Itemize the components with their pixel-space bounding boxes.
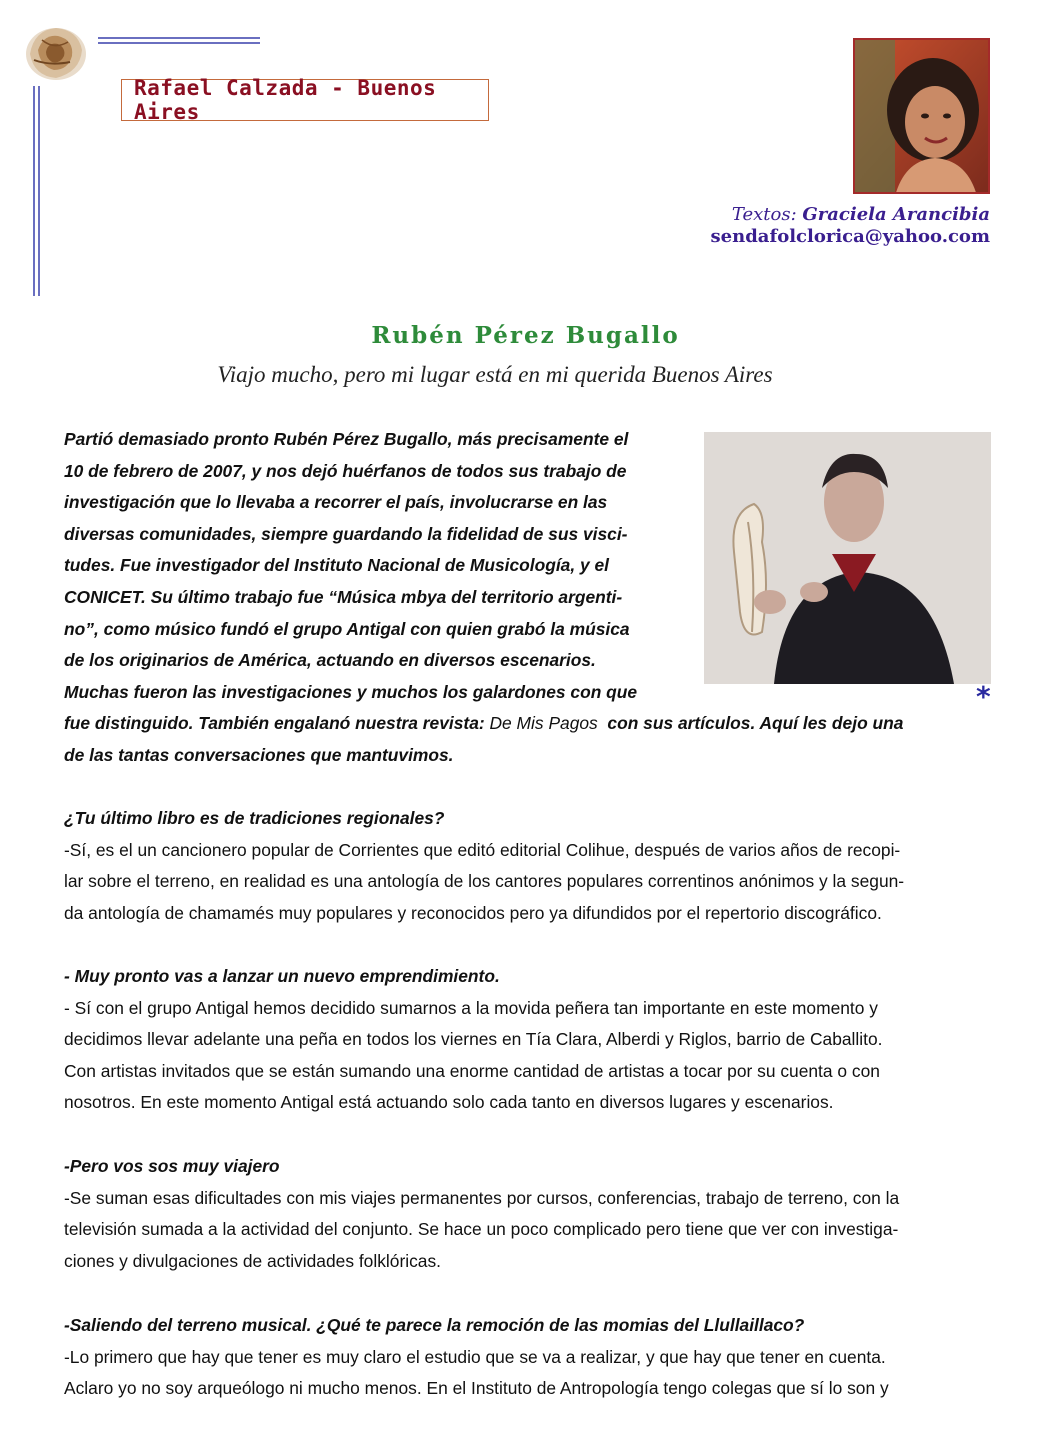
answer-line: - Sí con el grupo Antigal hemos decidido sumarnos a la movida peñera tan importante en este momento y bbox=[64, 997, 878, 1018]
header-rule bbox=[98, 42, 260, 44]
answer-line: -Lo primero que hay que tener es muy claro el estudio que se va a realizar, y que hay que tener en cuenta. bbox=[64, 1346, 886, 1367]
intro-paragraph bbox=[64, 424, 903, 772]
author-photo bbox=[853, 38, 990, 194]
magazine-name: De Mis Pagos bbox=[489, 713, 598, 734]
header-rule bbox=[98, 37, 260, 39]
answer-line: Aclaro yo no soy arqueólogo ni mucho menos. En el Instituto de Antropología tengo colegas que sí lo son y bbox=[64, 1378, 889, 1399]
interview-question: -Saliendo del terreno musical. ¿Qué te parece la remoción de las momias del Llullaillaco? bbox=[64, 1315, 805, 1335]
answer-line: ciones y divulgaciones de actividades folklóricas. bbox=[64, 1250, 441, 1271]
article-title: Rubén Pérez Bugallo bbox=[371, 322, 680, 349]
author-credit bbox=[711, 204, 990, 247]
answer-line: decidimos llevar adelante una peña en todos los viernes en Tía Clara, Alberdi y Riglos, barrio de Caballito. bbox=[64, 1029, 883, 1050]
answer-line: televisión sumada a la actividad del conjunto. Se hace un poco complicado pero tiene que ver con investiga- bbox=[64, 1219, 899, 1240]
answer-line: -Se suman esas dificultades con mis viajes permanentes por cursos, conferencias, trabajo de terreno, con la bbox=[64, 1187, 900, 1208]
intro-line: no”, como músico fundó el grupo Antigal con quien grabó la música bbox=[64, 618, 630, 639]
answer-line: Con artistas invitados que se están sumando una enorme cantidad de artistas a tocar por su cuenta o con bbox=[64, 1060, 880, 1081]
qa-block bbox=[64, 1151, 899, 1277]
intro-line bbox=[64, 708, 903, 740]
article-subtitle: Viajo mucho, pero mi lugar está en mi querida Buenos Aires bbox=[217, 362, 773, 387]
intro-line: tudes. Fue investigador del Instituto Nacional de Musicología, y el bbox=[64, 555, 609, 576]
intro-line: investigación que lo llevaba a recorrer el país, involucrarse en las bbox=[64, 492, 608, 513]
credit-label: Textos: bbox=[731, 204, 797, 225]
qa-block bbox=[64, 961, 882, 1119]
credit-email[interactable]: sendafolclorica@yahoo.com bbox=[710, 226, 990, 247]
intro-line: de las tantas conversaciones que mantuvimos. bbox=[64, 744, 454, 765]
photo-credit-mark: * bbox=[976, 680, 991, 713]
interview-question: - Muy pronto vas a lanzar un nuevo emprendimiento. bbox=[64, 966, 500, 986]
answer-line: -Sí, es el un cancionero popular de Corrientes que editó editorial Colihue, después de varios años de recopi- bbox=[64, 839, 901, 860]
location-label: Rafael Calzada - Buenos Aires bbox=[121, 79, 489, 121]
intro-text: fue distinguido. También engalanó nuestra revista: bbox=[64, 713, 490, 734]
intro-line: de los originarios de América, actuando en diversos escenarios. bbox=[64, 650, 596, 671]
intro-line: Muchas fueron las investigaciones y muchos los galardones con que bbox=[64, 681, 638, 702]
intro-line: 10 de febrero de 2007, y nos dejó huérfanos de todos sus trabajo de bbox=[64, 460, 627, 481]
intro-text: con sus artículos. Aquí les dejo una bbox=[597, 713, 904, 734]
answer-line: da antología de chamamés muy populares y reconocidos pero ya difundidos por el repertorio discográfico. bbox=[64, 902, 882, 923]
rose-ornament-icon bbox=[20, 20, 92, 84]
intro-line: diversas comunidades, siempre guardando la fidelidad de sus visci- bbox=[64, 523, 628, 544]
qa-block bbox=[64, 1310, 889, 1405]
side-rule bbox=[33, 86, 35, 296]
interview-question: ¿Tu último libro es de tradiciones regionales? bbox=[64, 808, 445, 828]
intro-line: Partió demasiado pronto Rubén Pérez Bugallo, más precisamente el bbox=[64, 429, 629, 449]
credit-line bbox=[711, 204, 990, 225]
side-rule bbox=[38, 86, 40, 296]
answer-line: nosotros. En este momento Antigal está actuando solo cada tanto en diversos lugares y escenarios. bbox=[64, 1092, 834, 1113]
interview-question: -Pero vos sos muy viajero bbox=[64, 1156, 280, 1176]
qa-block bbox=[64, 803, 904, 929]
answer-line: lar sobre el terreno, en realidad es una antología de los cantores populares correntinos anónimos y la segun- bbox=[64, 871, 905, 892]
credit-name: Graciela Arancibia bbox=[802, 204, 990, 225]
intro-line: CONICET. Su último trabajo fue “Música mbya del territorio argenti- bbox=[64, 586, 623, 607]
